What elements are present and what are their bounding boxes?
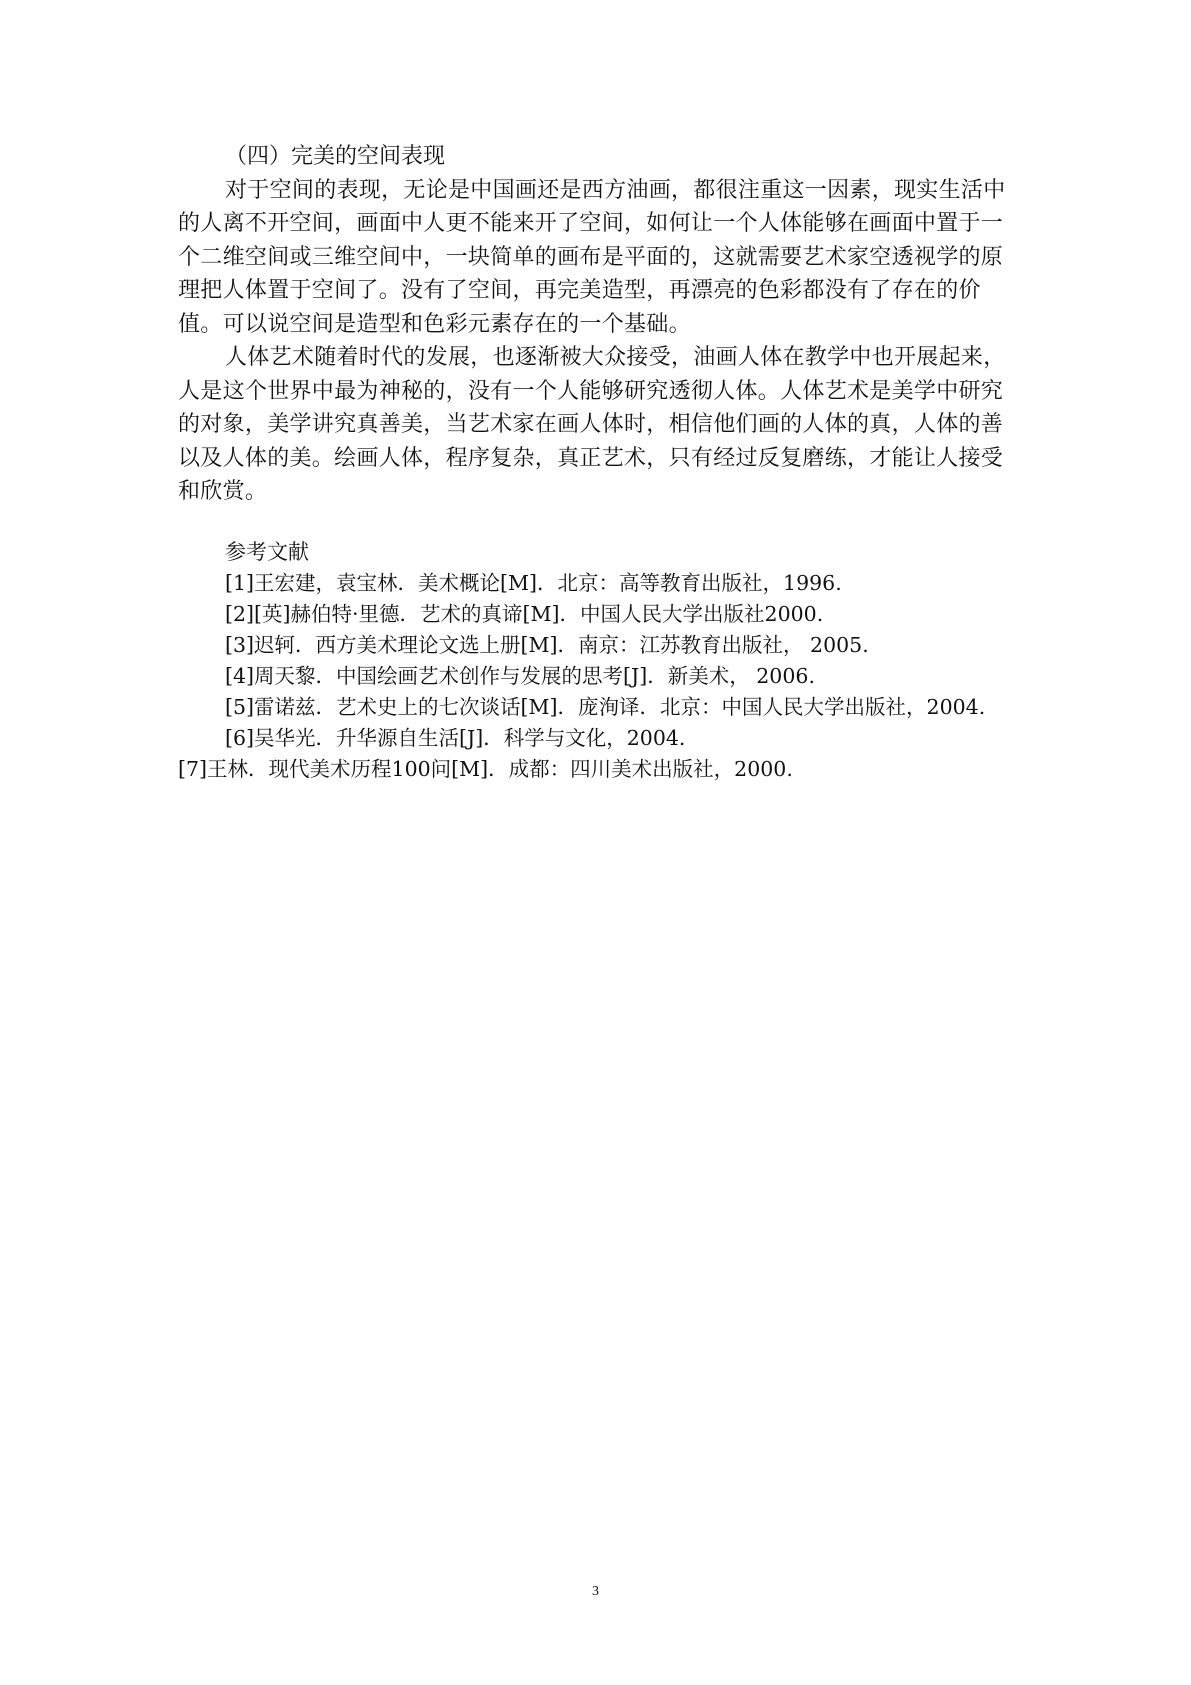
reference-item: [4]周天黎．中国绘画艺术创作与发展的思考[J]．新美术， 2006. (225, 663, 815, 688)
section-heading: （四）完美的空间表现 (225, 144, 446, 169)
body-paragraph: 人体艺术随着时代的发展，也逐渐被大众接受，油画人体在教学中也开展起来，人是这个世界中最为神秘的，没有一个人能够研究透彻人体。人体艺术是美学中研究的对象，美学讲究真善美，当艺术家在画人体时，相信他们画的人体的真，人体的善以及人体的美。绘画人体，程序复杂，真正艺术，只有经过反复磨练，才能让人接受和欣赏。 (178, 345, 1006, 504)
page-body (178, 140, 1020, 785)
reference-item: [3]迟轲．西方美术理论文选上册[M]．南京：江苏教育出版社， 2005. (225, 632, 869, 657)
reference-item: [5]雷诺兹．艺术史上的七次谈话[M]．庞洵译．北京：中国人民大学出版社，2004. (225, 694, 986, 719)
body-paragraph: 对于空间的表现，无论是中国画还是西方油画，都很注重这一因素，现实生活中的人离不开空间，画面中人更不能来开了空间，如何让一个人体能够在画面中置于一个二维空间或三维空间中，一块简单的画布是平面的，这就需要艺术家空透视学的原理把人体置于空间了。没有了空间，再完美造型，再漂亮的色彩都没有了存在的价值。可以说空间是造型和色彩元素存在的一个基础。 (178, 177, 1006, 337)
page-number: 3 (592, 1584, 599, 1599)
reference-item: [2][英]赫伯特·里德．艺术的真谛[M]．中国人民大学出版社2000. (225, 601, 824, 626)
reference-item: [6]吴华光．升华源自生活[J]．科学与文化，2004. (225, 725, 686, 750)
references-title: 参考文献 (225, 539, 309, 564)
reference-item: [1]王宏建，袁宝林．美术概论[M]．北京：高等教育出版社，1996. (225, 570, 842, 595)
reference-item: [7]王林．现代美术历程100问[M]．成都：四川美术出版社，2000. (178, 756, 793, 781)
